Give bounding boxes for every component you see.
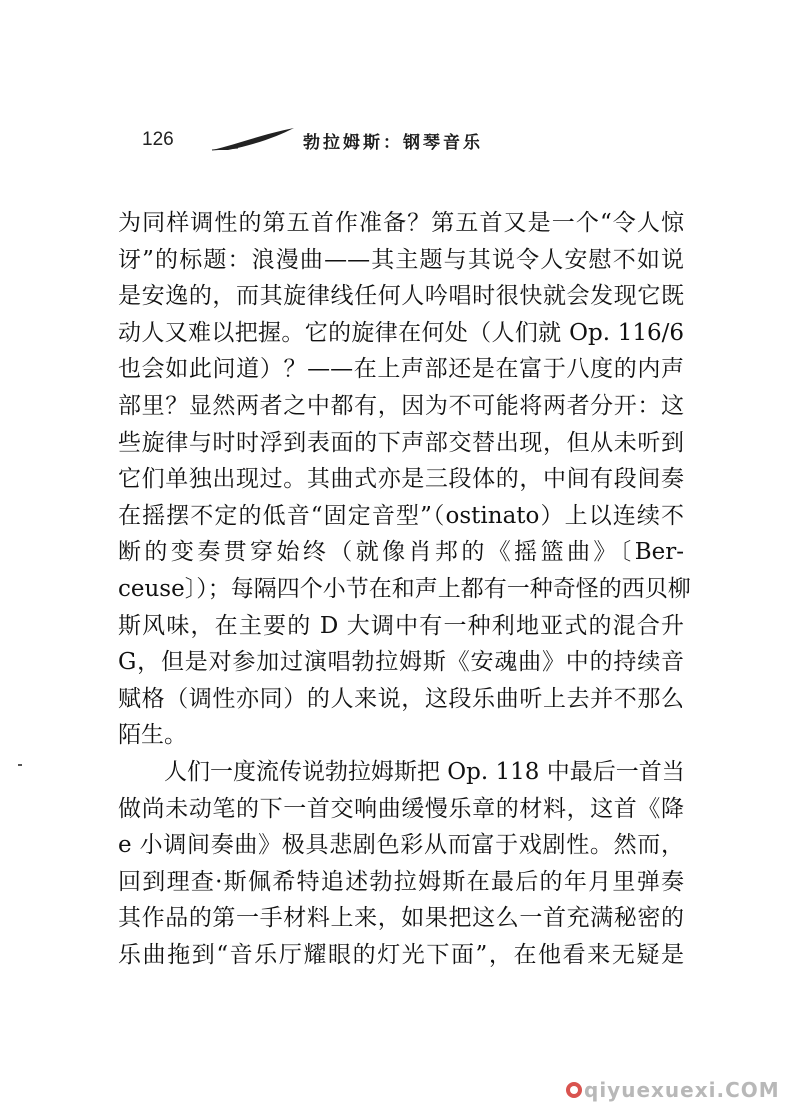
page-number: 126	[142, 129, 174, 150]
text-line: G，但是对参加过演唱勃拉姆斯《安魂曲》中的持续音	[118, 649, 684, 676]
text-line: 讶”的标题：浪漫曲——其主题与其说令人安慰不如说	[118, 246, 684, 273]
text-line: 为同样调性的第五首作准备？第五首又是一个“令人惊	[118, 210, 684, 236]
text-line: 做尚未动笔的下一首交响曲缓慢乐章的材料，这首《降	[118, 795, 684, 822]
watermark-text: qiyuexuexi.COM	[584, 1078, 780, 1102]
text-line: 它们单独出现过。其曲式亦是三段体的，中间有段间奏	[118, 466, 684, 493]
text-line: 也会如此问道）？——在上声部还是在富于八度的内声	[118, 356, 684, 383]
site-watermark	[566, 1078, 780, 1102]
text-line: e 小调间奏曲》极具悲剧色彩从而富于戏剧性。然而，	[118, 832, 684, 859]
text-line: 陌生。	[118, 722, 187, 749]
text-line: 些旋律与时时浮到表面的下声部交替出现，但从未听到	[118, 429, 684, 456]
text-line: 其作品的第一手材料上来，如果把这么一首充满秘密的	[118, 905, 684, 932]
text-line: 在摇摆不定的低音“固定音型”（ostinato）上以连续不	[118, 502, 684, 529]
text-line: 动人又难以把握。它的旋律在何处（人们就 Op. 116/6	[118, 319, 684, 346]
text-line: 斯风味，在主要的 D 大调中有一种利地亚式的混合升	[118, 612, 684, 639]
text-line: 断的变奏贯穿始终（就像肖邦的《摇篮曲》〔Ber-	[118, 539, 684, 566]
text-line: 人们一度流传说勃拉姆斯把 Op. 118 中最后一首当	[164, 758, 685, 785]
text-line: 回到理查·斯佩希特追述勃拉姆斯在最后的年月里弹奏	[118, 868, 684, 895]
text-line: 部里？显然两者之中都有，因为不可能将两者分开：这	[118, 392, 684, 419]
margin-mark	[18, 764, 22, 766]
quill-pen-icon	[208, 126, 298, 154]
running-title: 勃拉姆斯：钢琴音乐	[303, 133, 483, 153]
text-line: 是安逸的，而其旋律线任何人吟唱时很快就会发现它既	[118, 283, 684, 310]
text-line: 乐曲拖到“音乐厅耀眼的灯光下面”，在他看来无疑是	[118, 941, 684, 968]
body-text	[118, 205, 691, 973]
watermark-logo-icon	[566, 1082, 582, 1098]
text-line: 赋格（调性亦同）的人来说，这段乐曲听上去并不那么	[118, 685, 684, 712]
page-header	[128, 126, 688, 162]
text-line: ceuse〕）；每隔四个小节在和声上都有一种奇怪的西贝柳	[118, 575, 691, 602]
